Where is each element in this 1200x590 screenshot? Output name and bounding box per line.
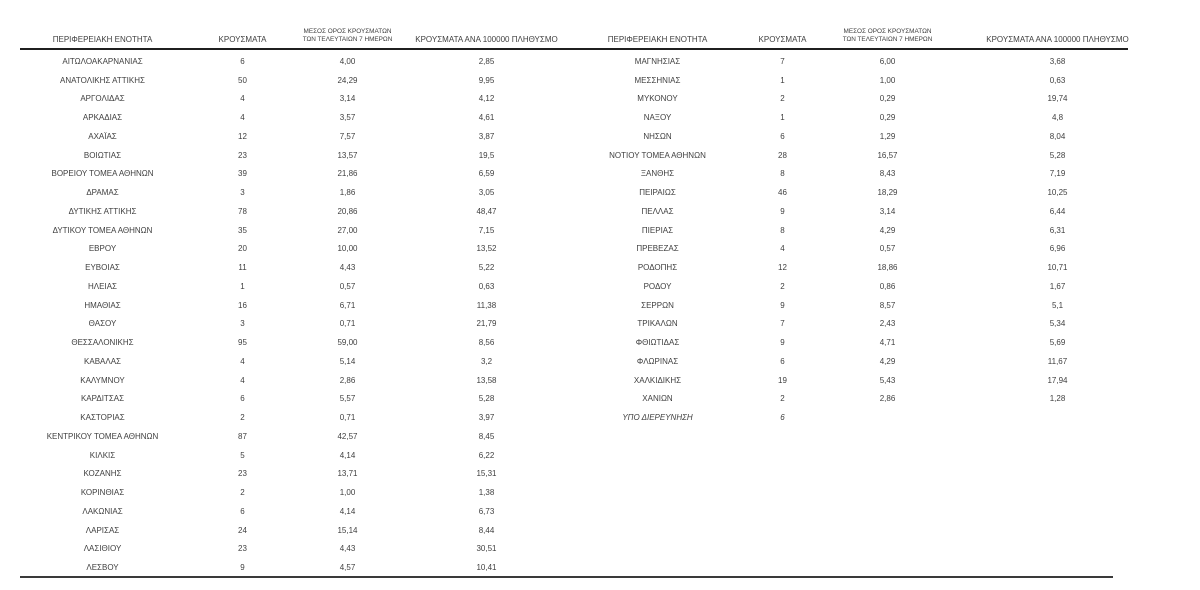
cases-cell: 4 [240, 94, 245, 104]
cases-cell: 2 [240, 488, 245, 498]
region-cell: ΡΟΔΟΠΗΣ [637, 263, 678, 273]
cases-cell: 16 [238, 300, 247, 310]
cases-cell: 12 [778, 263, 787, 273]
region-cell: ΒΟΡΕΙΟΥ ΤΟΜΕΑ ΑΘΗΝΩΝ [51, 169, 154, 179]
region-cell: ΒΟΙΩΤΙΑΣ [83, 150, 122, 160]
cases-cell: 4 [780, 244, 785, 254]
per100k-cell: 4,12 [478, 94, 495, 104]
region-cell: ΧΑΝΙΩΝ [642, 394, 673, 404]
region-cell: ΔΥΤΙΚΗΣ ΑΤΤΙΚΗΣ [68, 206, 137, 216]
region-cell: ΜΕΣΣΗΝΙΑΣ [634, 75, 681, 85]
table-row [590, 146, 1180, 165]
table-row [590, 221, 1180, 240]
table-row [20, 258, 578, 277]
table-row [590, 258, 1180, 277]
col-header-per100k: ΚΡΟΥΣΜΑΤΑ ΑΝΑ 100000 ΠΛΗΘΥΣΜΟ [415, 34, 558, 44]
avg7-cell: 18,86 [877, 263, 898, 273]
table-row [590, 408, 1180, 427]
per100k-cell: 6,31 [1049, 225, 1066, 235]
region-cell: ΚΟΡΙΝΘΙΑΣ [80, 488, 125, 498]
table-row [20, 240, 578, 259]
per100k-cell: 2,85 [478, 56, 495, 66]
avg7-cell: 0,71 [339, 319, 356, 329]
avg7-cell: 4,29 [879, 356, 896, 366]
region-cell: ΥΠΟ ΔΙΕΡΕΥΝΗΣΗ [622, 413, 693, 423]
region-cell: ΚΑΒΑΛΑΣ [84, 356, 121, 366]
region-cell: ΦΘΙΩΤΙΔΑΣ [635, 338, 680, 348]
per100k-cell: 7,19 [1049, 169, 1066, 179]
per100k-cell: 13,58 [476, 375, 497, 385]
table-row [20, 146, 578, 165]
region-cell: ΗΜΑΘΙΑΣ [84, 300, 121, 310]
region-cell: ΕΒΡΟΥ [88, 244, 117, 254]
table-row [20, 183, 578, 202]
per100k-cell: 6,59 [478, 169, 495, 179]
per100k-cell: 6,96 [1049, 244, 1066, 254]
region-cell: ΠΡΕΒΕΖΑΣ [636, 244, 679, 254]
header-divider-rule [20, 48, 1128, 50]
cases-cell: 23 [238, 469, 247, 479]
avg7-cell: 15,14 [337, 525, 358, 535]
region-cell: ΔΥΤΙΚΟΥ ΤΟΜΕΑ ΑΘΗΝΩΝ [52, 225, 153, 235]
table-row [590, 127, 1180, 146]
table-row [20, 558, 578, 577]
avg7-cell: 3,57 [339, 113, 356, 123]
cases-cell: 39 [238, 169, 247, 179]
region-cell: ΑΡΓΟΛΙΔΑΣ [80, 94, 125, 104]
region-cell: ΡΟΔΟΥ [643, 281, 672, 291]
region-cell: ΕΥΒΟΙΑΣ [85, 263, 120, 273]
avg7-cell: 4,43 [339, 263, 356, 273]
table-row [20, 108, 578, 127]
table-row [20, 52, 578, 71]
region-cell: ΝΟΤΙΟΥ ΤΟΜΕΑ ΑΘΗΝΩΝ [609, 150, 706, 160]
region-cell: ΑΧΑΪΑΣ [88, 131, 117, 141]
table-row [20, 333, 578, 352]
per100k-cell: 10,41 [476, 563, 497, 573]
per100k-cell: 0,63 [1049, 75, 1066, 85]
table-row [590, 352, 1180, 371]
avg7-cell: 0,86 [879, 281, 896, 291]
cases-cell: 4 [240, 356, 245, 366]
per100k-cell: 9,95 [478, 75, 495, 85]
cases-cell: 24 [238, 525, 247, 535]
cases-cell: 5 [240, 450, 245, 460]
per100k-cell: 11,38 [476, 300, 497, 310]
per100k-cell: 6,44 [1049, 206, 1066, 216]
cases-cell: 6 [240, 394, 245, 404]
cases-cell: 35 [238, 225, 247, 235]
region-cell: ΘΑΣΟΥ [88, 319, 117, 329]
avg7-cell [840, 408, 935, 427]
region-cell: ΚΙΛΚΙΣ [89, 450, 116, 460]
per100k-cell: 1,28 [1049, 394, 1066, 404]
per100k-cell: 19,5 [478, 150, 495, 160]
region-cell: ΦΛΩΡΙΝΑΣ [636, 356, 679, 366]
per100k-cell: 11,67 [1047, 356, 1068, 366]
table-row [20, 483, 578, 502]
per100k-cell: 10,25 [1047, 188, 1068, 198]
region-cell: ΝΑΞΟΥ [643, 113, 672, 123]
cases-cell: 95 [238, 338, 247, 348]
per100k-cell: 5,22 [478, 263, 495, 273]
table-row [20, 71, 578, 90]
region-cell: ΛΑΚΩΝΙΑΣ [82, 506, 123, 516]
table-row [20, 502, 578, 521]
cases-cell: 19 [778, 375, 787, 385]
region-cell: ΚΑΛΥΜΝΟΥ [80, 375, 125, 385]
per100k-cell: 5,28 [1049, 150, 1066, 160]
table-row [590, 333, 1180, 352]
cases-cell: 4 [240, 375, 245, 385]
table-row [20, 277, 578, 296]
per100k-cell: 4,61 [478, 113, 495, 123]
avg7-cell: 1,86 [339, 188, 356, 198]
table-row [20, 352, 578, 371]
region-cell: ΞΑΝΘΗΣ [640, 169, 675, 179]
avg7-cell: 16,57 [877, 150, 898, 160]
avg7-cell: 20,86 [337, 206, 358, 216]
avg7-cell: 4,43 [339, 544, 356, 554]
region-cell: ΚΟΖΑΝΗΣ [83, 469, 122, 479]
region-cell: ΔΡΑΜΑΣ [86, 188, 119, 198]
avg7-cell: 0,57 [879, 244, 896, 254]
per100k-cell: 3,97 [478, 413, 495, 423]
cases-cell: 78 [238, 206, 247, 216]
cases-cell: 7 [780, 56, 785, 66]
per100k-cell: 48,47 [476, 206, 497, 216]
cases-cell: 2 [240, 413, 245, 423]
cases-cell: 6 [780, 131, 785, 141]
region-cell: ΚΕΝΤΡΙΚΟΥ ΤΟΜΕΑ ΑΘΗΝΩΝ [46, 431, 159, 441]
per100k-cell: 6,22 [478, 450, 495, 460]
avg7-cell: 4,00 [339, 56, 356, 66]
per100k-cell: 8,45 [478, 431, 495, 441]
table-row [590, 390, 1180, 409]
avg7-cell: 0,71 [339, 413, 356, 423]
per100k-cell: 21,79 [476, 319, 497, 329]
region-cell: ΠΕΛΛΑΣ [641, 206, 674, 216]
cases-cell: 20 [238, 244, 247, 254]
table-row [20, 165, 578, 184]
table-row [20, 390, 578, 409]
cases-cell: 9 [240, 563, 245, 573]
table-row [20, 315, 578, 334]
cases-cell: 2 [780, 94, 785, 104]
col-header-region: ΠΕΡΙΦΕΡΕΙΑΚΗ ΕΝΟΤΗΤΑ [607, 34, 708, 44]
table-row [20, 296, 578, 315]
col-header-per100k: ΚΡΟΥΣΜΑΤΑ ΑΝΑ 100000 ΠΛΗΘΥΣΜΟ [986, 34, 1129, 44]
region-cell: ΛΕΣΒΟΥ [86, 563, 119, 573]
header-row [20, 0, 578, 52]
avg7-cell: 0,29 [879, 94, 896, 104]
per100k-cell: 3,87 [478, 131, 495, 141]
avg7-cell: 4,57 [339, 563, 356, 573]
table-row [590, 202, 1180, 221]
avg7-cell: 21,86 [337, 169, 358, 179]
avg7-cell: 8,43 [879, 169, 896, 179]
per100k-cell: 10,71 [1047, 263, 1068, 273]
table-row [590, 90, 1180, 109]
per100k-cell: 1,67 [1049, 281, 1066, 291]
cases-cell: 23 [238, 544, 247, 554]
region-cell: ΛΑΣΙΘΙΟΥ [83, 544, 122, 554]
region-cell: ΚΑΣΤΟΡΙΑΣ [80, 413, 125, 423]
cases-cell: 9 [780, 300, 785, 310]
cases-cell: 23 [238, 150, 247, 160]
region-cell: ΝΗΣΩΝ [643, 131, 672, 141]
cases-cell: 1 [780, 113, 785, 123]
cases-cell: 1 [780, 75, 785, 85]
per100k-cell: 8,04 [1049, 131, 1066, 141]
avg7-cell: 1,00 [879, 75, 896, 85]
table-row [20, 540, 578, 559]
table-row [20, 127, 578, 146]
table-row [20, 221, 578, 240]
region-cell: ΣΕΡΡΩΝ [641, 300, 674, 310]
region-cell: ΛΑΡΙΣΑΣ [85, 525, 120, 535]
cases-cell: 4 [240, 113, 245, 123]
avg7-cell: 4,29 [879, 225, 896, 235]
col-header-cases: ΚΡΟΥΣΜΑΤΑ [758, 34, 807, 44]
per100k-cell: 19,74 [1047, 94, 1068, 104]
per100k-cell [935, 408, 1180, 427]
header-row [590, 0, 1180, 52]
avg7-cell: 8,57 [879, 300, 896, 310]
avg7-cell: 1,00 [339, 488, 356, 498]
table-row [20, 90, 578, 109]
per100k-cell: 0,63 [478, 281, 495, 291]
per100k-cell: 6,73 [478, 506, 495, 516]
avg7-cell: 59,00 [337, 338, 358, 348]
cases-cell: 3 [240, 188, 245, 198]
cases-cell: 28 [778, 150, 787, 160]
per100k-cell: 5,1 [1051, 300, 1064, 310]
per100k-cell: 5,28 [478, 394, 495, 404]
region-cell: ΠΙΕΡΙΑΣ [641, 225, 674, 235]
per100k-cell: 17,94 [1047, 375, 1068, 385]
per100k-cell: 1,38 [478, 488, 495, 498]
avg7-cell: 4,14 [339, 450, 356, 460]
avg7-cell: 6,00 [879, 56, 896, 66]
per100k-cell: 13,52 [476, 244, 497, 254]
per100k-cell: 3,2 [480, 356, 493, 366]
col-header-avg7: ΜΕΣΟΣ ΟΡΟΣ ΚΡΟΥΣΜΑΤΩΝ ΤΩΝ ΤΕΛΕΥΤΑΙΩΝ 7 ΗΜΕΡΩΝ [302, 27, 393, 44]
table-row [20, 465, 578, 484]
region-cell: ΑΙΤΩΛΟΑΚΑΡΝΑΝΙΑΣ [62, 56, 143, 66]
cases-table-left [20, 0, 578, 577]
avg7-cell: 6,71 [339, 300, 356, 310]
table-row [590, 165, 1180, 184]
avg7-cell: 3,14 [879, 206, 896, 216]
avg7-cell: 24,29 [337, 75, 358, 85]
table-row [20, 408, 578, 427]
table-header-right [590, 0, 1180, 52]
region-cell: ΜΑΓΝΗΣΙΑΣ [634, 56, 681, 66]
avg7-cell: 3,14 [339, 94, 356, 104]
cases-cell: 6 [240, 56, 245, 66]
cases-cell: 8 [780, 225, 785, 235]
avg7-cell: 2,43 [879, 319, 896, 329]
table-row [20, 446, 578, 465]
cases-cell: 11 [238, 263, 247, 273]
avg7-cell: 13,57 [337, 150, 358, 160]
avg7-cell: 2,86 [879, 394, 896, 404]
cases-cell: 6 [240, 506, 245, 516]
region-cell: ΜΥΚΟΝΟΥ [637, 94, 678, 104]
cases-cell: 7 [780, 319, 785, 329]
region-cell: ΑΝΑΤΟΛΙΚΗΣ ΑΤΤΙΚΗΣ [60, 75, 145, 85]
cases-table-right [590, 0, 1180, 427]
cases-cell: 6 [780, 413, 785, 423]
table-row [20, 202, 578, 221]
cases-cell: 1 [240, 281, 245, 291]
per100k-cell: 4,8 [1051, 113, 1064, 123]
per100k-cell: 5,34 [1049, 319, 1066, 329]
table-row [590, 371, 1180, 390]
cases-cell: 46 [778, 188, 787, 198]
region-cell: ΗΛΕΙΑΣ [88, 281, 117, 291]
col-header-avg7: ΜΕΣΟΣ ΟΡΟΣ ΚΡΟΥΣΜΑΤΩΝ ΤΩΝ ΤΕΛΕΥΤΑΙΩΝ 7 ΗΜΕΡΩΝ [842, 27, 933, 44]
table-row [20, 427, 578, 446]
table-row [20, 371, 578, 390]
region-cell: ΑΡΚΑΔΙΑΣ [82, 113, 123, 123]
per100k-cell: 3,68 [1049, 56, 1066, 66]
per100k-cell: 8,44 [478, 525, 495, 535]
avg7-cell: 42,57 [337, 431, 358, 441]
table-row [590, 277, 1180, 296]
cases-cell: 9 [780, 338, 785, 348]
per100k-cell: 7,15 [478, 225, 495, 235]
per100k-cell: 30,51 [476, 544, 497, 554]
col-header-cases: ΚΡΟΥΣΜΑΤΑ [218, 34, 267, 44]
cases-cell: 8 [780, 169, 785, 179]
cases-cell: 3 [240, 319, 245, 329]
avg7-cell: 0,57 [339, 281, 356, 291]
per100k-cell: 5,69 [1049, 338, 1066, 348]
avg7-cell: 13,71 [337, 469, 358, 479]
avg7-cell: 4,71 [879, 338, 896, 348]
region-cell: ΧΑΛΚΙΔΙΚΗΣ [633, 375, 682, 385]
region-cell: ΚΑΡΔΙΤΣΑΣ [80, 394, 125, 404]
table-body-right [590, 52, 1180, 427]
avg7-cell: 5,14 [339, 356, 356, 366]
per100k-cell: 15,31 [476, 469, 497, 479]
col-header-region: ΠΕΡΙΦΕΡΕΙΑΚΗ ΕΝΟΤΗΤΑ [52, 34, 153, 44]
table-row [590, 71, 1180, 90]
table-row [590, 108, 1180, 127]
cases-cell: 87 [238, 431, 247, 441]
per100k-cell: 3,05 [478, 188, 495, 198]
avg7-cell: 0,29 [879, 113, 896, 123]
table-row [20, 521, 578, 540]
table-header-left [20, 0, 578, 52]
per100k-cell: 8,56 [478, 338, 495, 348]
avg7-cell: 5,43 [879, 375, 896, 385]
table-row [590, 240, 1180, 259]
cases-cell: 6 [780, 356, 785, 366]
cases-cell: 2 [780, 281, 785, 291]
avg7-cell: 27,00 [337, 225, 358, 235]
table-row [590, 315, 1180, 334]
avg7-cell: 18,29 [877, 188, 898, 198]
cases-cell: 12 [238, 131, 247, 141]
avg7-cell: 4,14 [339, 506, 356, 516]
region-cell: ΘΕΣΣΑΛΟΝΙΚΗΣ [71, 338, 134, 348]
table-body-left [20, 52, 578, 577]
cases-cell: 9 [780, 206, 785, 216]
region-cell: ΤΡΙΚΑΛΩΝ [637, 319, 678, 329]
avg7-cell: 5,57 [339, 394, 356, 404]
avg7-cell: 7,57 [339, 131, 356, 141]
table-row [590, 296, 1180, 315]
table-row [590, 52, 1180, 71]
table-row [590, 183, 1180, 202]
avg7-cell: 10,00 [337, 244, 358, 254]
cases-cell: 50 [238, 75, 247, 85]
avg7-cell: 1,29 [879, 131, 896, 141]
bottom-divider-rule [20, 576, 1113, 578]
cases-cell: 2 [780, 394, 785, 404]
avg7-cell: 2,86 [339, 375, 356, 385]
region-cell: ΠΕΙΡΑΙΩΣ [639, 188, 676, 198]
